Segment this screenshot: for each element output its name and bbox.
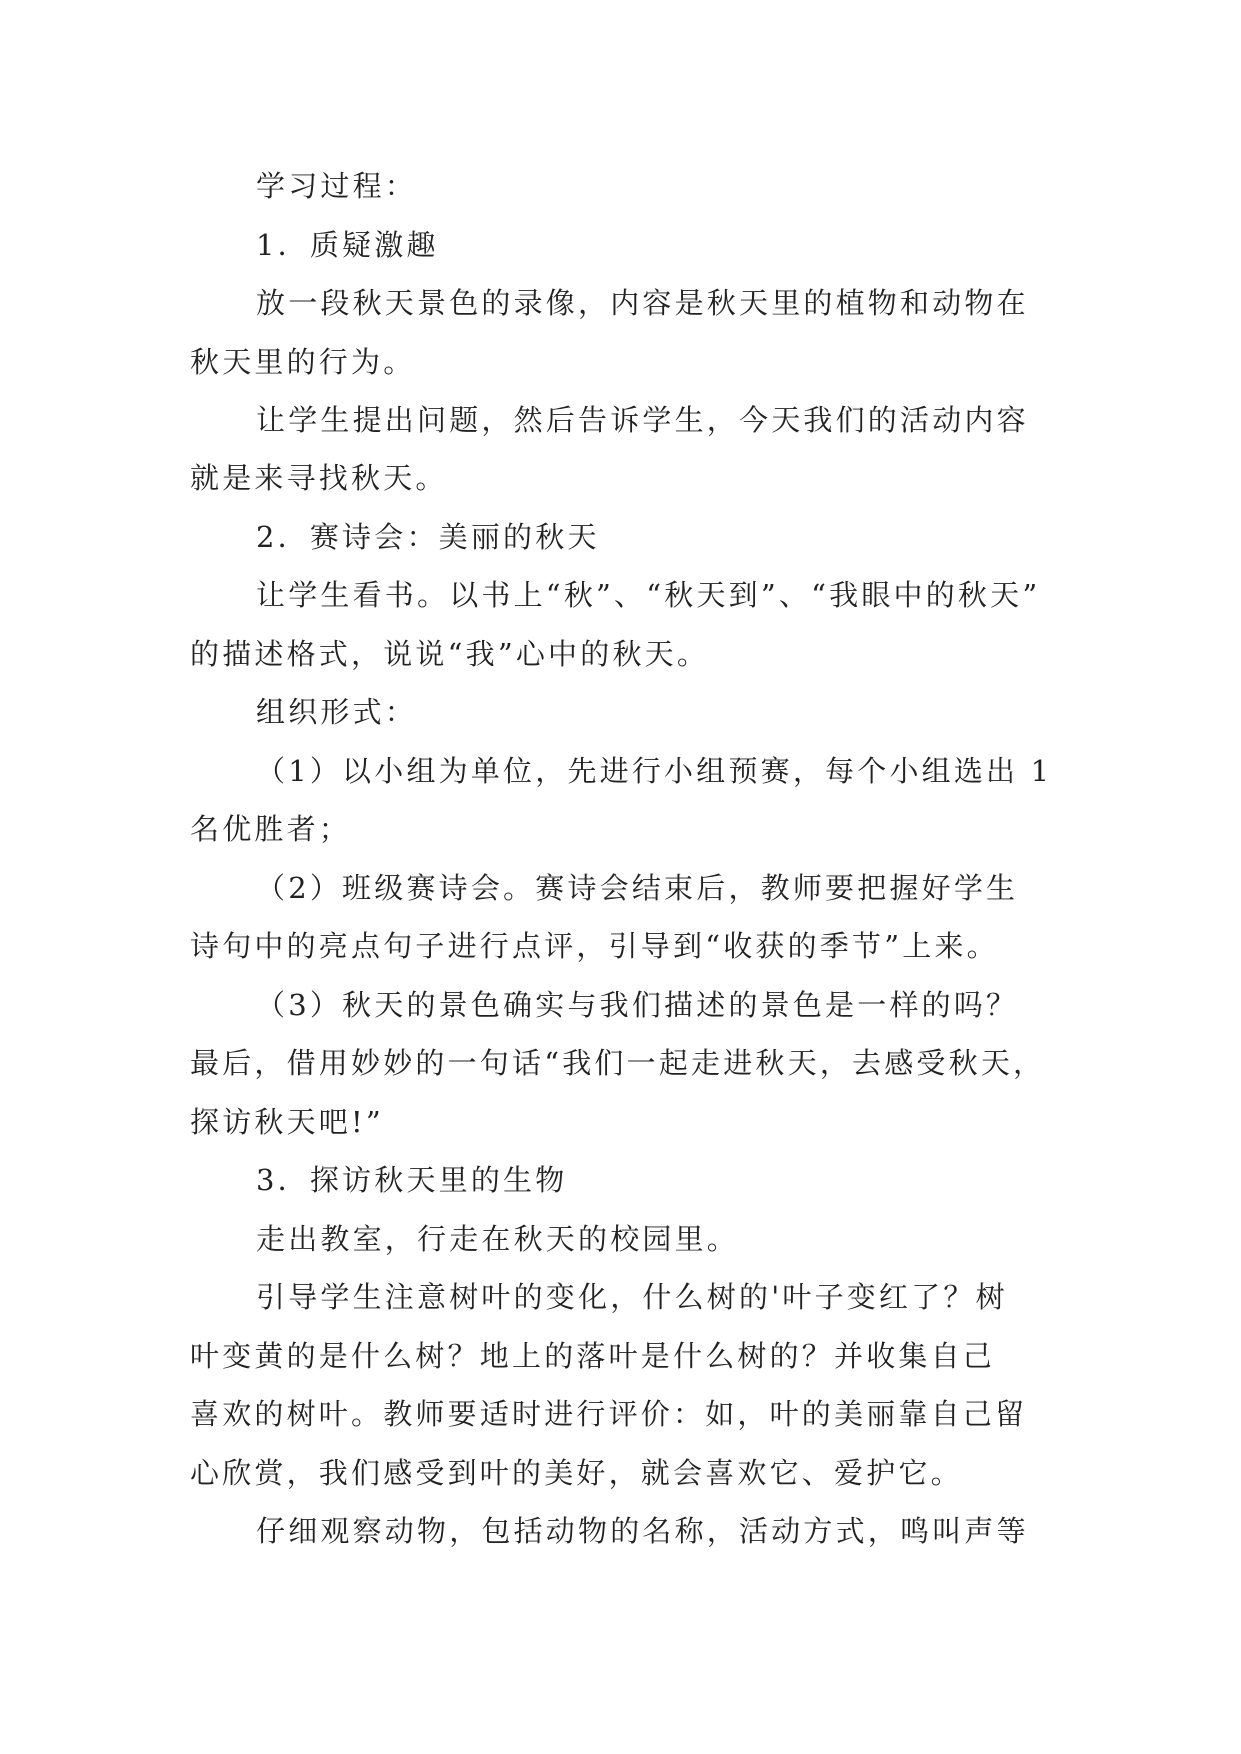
- text-line: （2）班级赛诗会。赛诗会结束后，教师要把握好学生: [256, 871, 1019, 905]
- text-line: 最后，借用妙妙的一句话“我们一起走进秋天，去感受秋天，: [190, 1046, 1046, 1080]
- text-line: 引导学生注意树叶的变化，什么树的'叶子变红了？树: [256, 1280, 1008, 1314]
- text-line: 的描述格式，说说“我”心中的秋天。: [190, 637, 710, 671]
- text-line: 1．质疑激趣: [256, 228, 439, 262]
- text-line: 组织形式：: [256, 695, 418, 729]
- text-line: 2．赛诗会：美丽的秋天: [256, 520, 600, 554]
- text-line: 探访秋天吧!”: [190, 1105, 384, 1139]
- text-line: 诗句中的亮点句子进行点评，引导到“收获的季节”上来。: [190, 929, 999, 963]
- text-line: 放一段秋天景色的录像，内容是秋天里的植物和动物在: [256, 286, 1029, 320]
- text-line: 让学生看书。以书上“秋”、“秋天到”、“我眼中的秋天”: [256, 578, 1041, 612]
- text-line: 走出教室，行走在秋天的校园里。: [256, 1222, 740, 1256]
- text-line: 仔细观察动物，包括动物的名称，活动方式，鸣叫声等: [256, 1514, 1029, 1548]
- text-line: 3．探访秋天里的生物: [256, 1163, 568, 1197]
- text-line: 学习过程：: [256, 169, 418, 203]
- text-line: 喜欢的树叶。教师要适时进行评价：如，叶的美丽靠自己留: [190, 1397, 1028, 1431]
- text-line: 心欣赏，我们感受到叶的美好，就会喜欢它、爱护它。: [190, 1456, 963, 1490]
- text-line: 让学生提出问题，然后告诉学生，今天我们的活动内容: [256, 403, 1029, 437]
- text-line: 就是来寻找秋天。: [190, 461, 448, 495]
- text-line: 叶变黄的是什么树？地上的落叶是什么树的？并收集自己: [190, 1339, 996, 1373]
- text-line: （1）以小组为单位，先进行小组预赛，每个小组选出 1: [256, 754, 1053, 788]
- text-line: 名优胜者；: [190, 812, 352, 846]
- text-line: 秋天里的行为。: [190, 345, 416, 379]
- text-line: （3）秋天的景色确实与我们描述的景色是一样的吗？: [256, 988, 1019, 1022]
